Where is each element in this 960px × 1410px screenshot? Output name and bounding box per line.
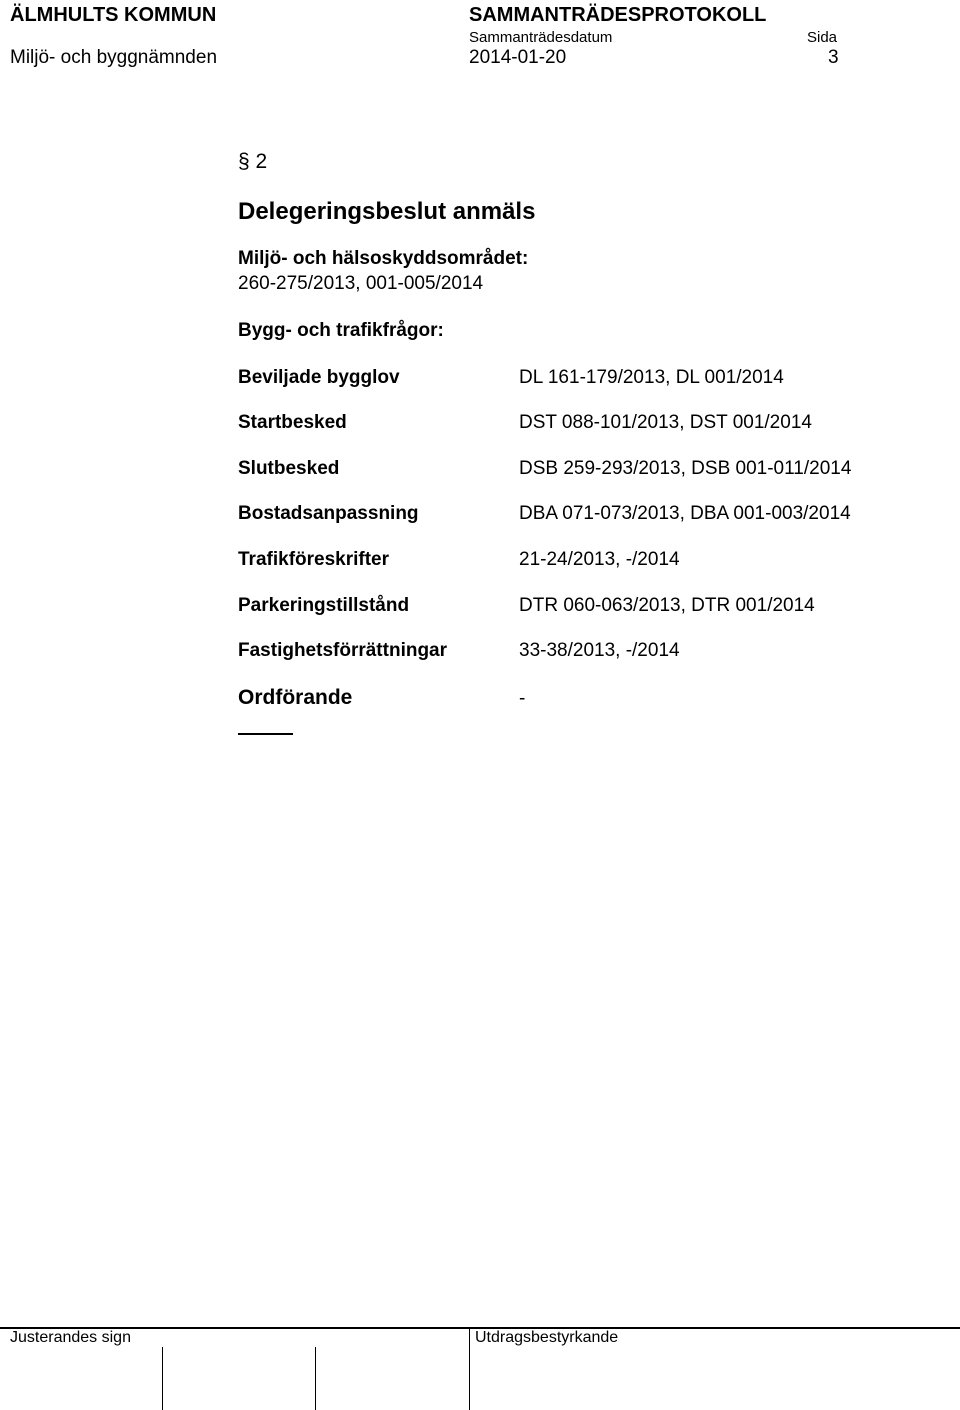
row-value-trafikforeskrifter: 21-24/2013, -/2014 bbox=[519, 549, 680, 570]
sign-box-divider-2 bbox=[315, 1347, 316, 1410]
page-label: Sida bbox=[807, 29, 838, 46]
bygg-section-heading: Bygg- och trafikfrågor: bbox=[238, 320, 444, 341]
row-value-fastighetsforrattningar: 33-38/2013, -/2014 bbox=[519, 640, 680, 661]
env-section-refs: 260-275/2013, 001-005/2014 bbox=[238, 273, 484, 294]
row-label-parkeringstillstand: Parkeringstillstånd bbox=[238, 595, 410, 616]
page-title: Delegeringsbeslut anmäls bbox=[238, 198, 536, 225]
row-label-bygglov: Beviljade bygglov bbox=[238, 367, 400, 388]
document-type: SAMMANTRÄDESPROTOKOLL bbox=[469, 4, 767, 26]
chair-label: Ordförande bbox=[238, 686, 353, 709]
row-value-parkeringstillstand: DTR 060-063/2013, DTR 001/2014 bbox=[519, 595, 815, 616]
row-label-startbesked: Startbesked bbox=[238, 412, 347, 433]
chair-value: - bbox=[519, 688, 526, 709]
page-number: 3 bbox=[828, 47, 839, 68]
row-value-slutbesked: DSB 259-293/2013, DSB 001-011/2014 bbox=[519, 458, 852, 479]
paragraph-number: § 2 bbox=[238, 150, 268, 173]
end-rule bbox=[238, 733, 293, 735]
date-value: 2014-01-20 bbox=[469, 47, 567, 68]
row-label-bostadsanpassning: Bostadsanpassning bbox=[238, 503, 419, 524]
row-value-bostadsanpassning: DBA 071-073/2013, DBA 001-003/2014 bbox=[519, 503, 851, 524]
sign-label: Justerandes sign bbox=[10, 1329, 131, 1346]
municipality-name: ÄLMHULTS KOMMUN bbox=[10, 4, 217, 26]
env-section-heading: Miljö- och hälsoskyddsområdet: bbox=[238, 248, 529, 269]
row-value-bygglov: DL 161-179/2013, DL 001/2014 bbox=[519, 367, 784, 388]
row-label-slutbesked: Slutbesked bbox=[238, 458, 340, 479]
row-label-fastighetsforrattningar: Fastighetsförrättningar bbox=[238, 640, 448, 661]
footer-divider-main bbox=[469, 1327, 470, 1410]
row-value-startbesked: DST 088-101/2013, DST 001/2014 bbox=[519, 412, 812, 433]
certification-label: Utdragsbestyrkande bbox=[475, 1329, 619, 1346]
date-label: Sammanträdesdatum bbox=[469, 29, 613, 46]
committee-name: Miljö- och byggnämnden bbox=[10, 47, 218, 68]
row-label-trafikforeskrifter: Trafikföreskrifter bbox=[238, 549, 390, 570]
sign-box-divider-1 bbox=[162, 1347, 163, 1410]
